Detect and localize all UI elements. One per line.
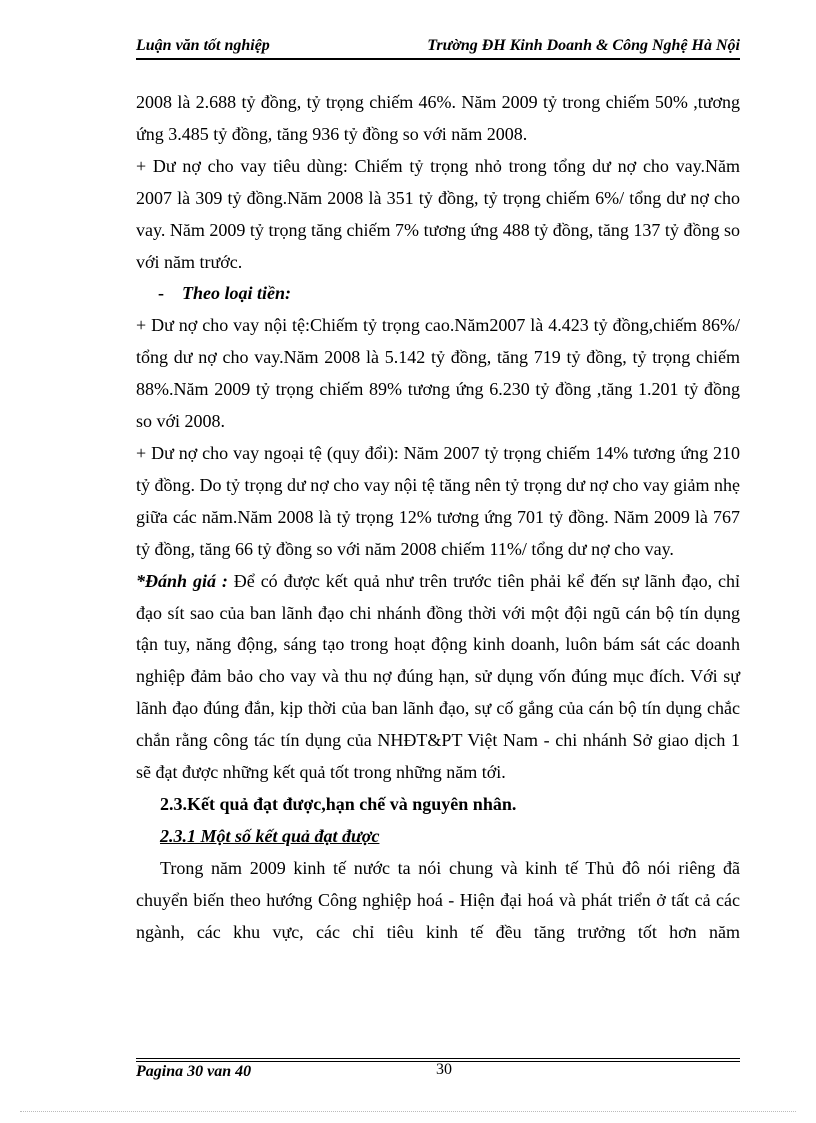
footer-rule-top (136, 1058, 740, 1059)
paragraph-consumer-loans: + Dư nợ cho vay tiêu dùng: Chiếm tỷ trọng nhỏ trong tổng dư nợ cho vay.Năm 2007 là 309 tỷ đồng.Năm 2008 là 351 tỷ đồng, tỷ trọng chiếm 6%/ tổng dư nợ cho vay. Năm 2009 tỷ trọng tăng chiếm 7% tương ứng 488 tỷ đồng, tăng 137 tỷ đồng so với năm trước. (136, 155, 740, 272)
evaluation-text: Để có được kết quả như trên trước tiên phải kể đến sự lãnh đạo, chỉ đạo sít sao của ban lãnh đạo chi nhánh đồng thời với một đội ngũ cán bộ tín dụng tận tuy, năng động, sáng tạo trong hoạt động kinh doanh, luôn bám sát các doanh nghiệp đảm bảo cho vay và thu nợ đúng hạn, sử dụng vốn đúng mục đích. Với sự lãnh đạo đúng đắn, kịp thời của ban lãnh đạo, sự cố gắng của cán bộ tín dụng chắc chắn rằng công tác tín dụng của NHĐT&PT Việt Nam - chi nhánh Sở giao dịch 1 sẽ đạt được những kết quả tốt trong những năm tới. (136, 570, 740, 783)
footer-page-label: Pagina 30 van 40 (136, 1063, 252, 1080)
subheading-by-currency (136, 278, 740, 310)
paragraph-foreign-currency: + Dư nợ cho vay ngoại tệ (quy đổi): Năm 2007 tỷ trọng chiếm 14% tương ứng 210 tỷ đồng. Do tỷ trọng dư nợ cho vay nội tệ tăng nên tỷ trọng dư nợ cho vay giảm nhẹ giữa các năm.Năm 2008 là tỷ trọng 12% tương ứng 701 tỷ đồng. Năm 2009 là 767 tỷ đồng, tăng 66 tỷ đồng so với năm 2008 chiếm 11%/ tổng dư nợ cho vay. (136, 442, 740, 559)
subheading-text: Theo loại tiền: (182, 283, 291, 304)
footer-page-number: 30 (436, 1061, 452, 1078)
header-rule (136, 58, 740, 60)
document-body (136, 87, 740, 948)
page-boundary (20, 1111, 796, 1112)
evaluation-label: *Đánh giá : (136, 570, 228, 591)
header-thesis-label: Luận văn tốt nghiệp (136, 37, 270, 54)
subheading-dash: - (158, 283, 164, 304)
header-university-name: Trường ĐH Kinh Doanh & Công Nghệ Hà Nội (427, 37, 740, 54)
paragraph-evaluation (136, 566, 740, 789)
section-heading-2-3-1: 2.3.1 Một số kết quả đạt được (160, 825, 380, 846)
paragraph-business-loans: 2008 là 2.688 tỷ đồng, tỷ trọng chiếm 46%. Năm 2009 tỷ trong chiếm 50% ,tương ứng 3.485 tỷ đồng, tăng 936 tỷ đồng so với năm 2008. (136, 92, 740, 144)
section-heading-2-3: 2.3.Kết quả đạt được,hạn chế và nguyên nhân. (160, 793, 517, 814)
paragraph-domestic-currency: + Dư nợ cho vay nội tệ:Chiếm tỷ trọng cao.Năm2007 là 4.423 tỷ đồng,chiếm 86%/ tổng dư nợ cho vay.Năm 2008 là 5.142 tỷ đồng, tăng 719 tỷ đồng, tỷ trọng chiếm 88%.Năm 2009 tỷ trọng chiếm 89% tương ứng 6.230 tỷ đồng ,tăng 1.201 tỷ đồng so với 2008. (136, 315, 740, 432)
paragraph-results-2009: Trong năm 2009 kinh tế nước ta nói chung và kinh tế Thủ đô nói riêng đã chuyển biến theo hướng Công nghiệp hoá - Hiện đại hoá và phát triển ở tất cả các ngành, các khu vực, các chỉ tiêu kinh tế đều tăng trưởng tốt hơn năm (136, 857, 740, 942)
